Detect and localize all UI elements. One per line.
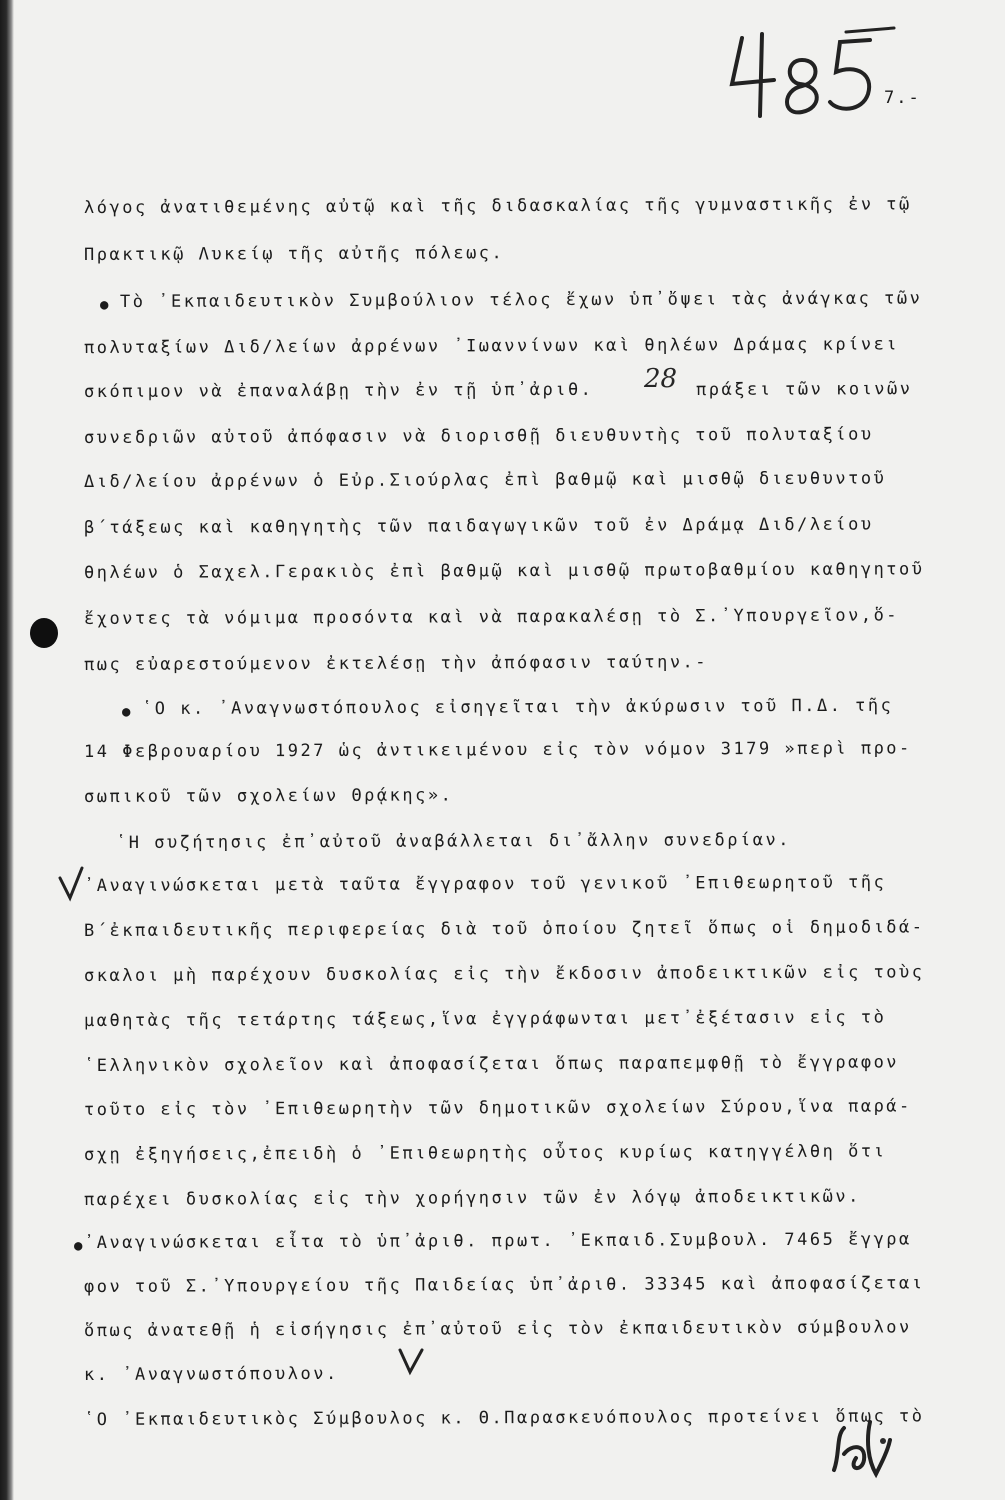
text-line-26: ὅπως ἀνατεθῇ ἡ εἰσήγησις ἐπ᾿αὐτοῦ εἰς τὸν ἐκπαιδευτικὸν σύμβουλον — [83, 1317, 912, 1341]
text-line-5b: πράξει τῶν κοινῶν — [695, 379, 913, 400]
text-line-15: ῾Η συζήτησις ἐπ᾿αὐτοῦ ἀναβάλλεται δι᾿ἄλλην συνεδρίαν. — [115, 830, 791, 853]
checkmark-icon — [396, 1346, 426, 1376]
text-line-5a: σκόπιμον νὰ ἐπαναλάβῃ τὴν ἐν τῇ ὑπ᾿ἀριθ. — [83, 379, 594, 402]
text-line-12: ῾Ο κ. ᾿Αναγνωστόπουλος εἰσηγεῖται τὴν ἀκύρωσιν τοῦ Π.Δ. τῆς — [141, 695, 894, 719]
text-line-14: σωπικοῦ τῶν σχολείων Θρᾴκης». — [83, 785, 454, 807]
text-line-27: κ. ᾿Αναγνωστόπουλον. — [83, 1363, 339, 1385]
text-line-22: σχῃ ἐξηγήσεις,ἐπειδὴ ὁ ᾿Επιθεωρητὴς οὗτος κυρίως κατηγγέλθη ὅτι — [83, 1141, 887, 1165]
text-line-8: β΄τάξεως καὶ καθηγητὴς τῶν παιδαγωγικῶν τοῦ ἐν Δράμᾳ Διδ/λείου — [83, 514, 874, 538]
text-line-13: 14 Φεβρουαρίου 1927 ὡς ἀντικειμένου εἰς τὸν νόμον 3179 »περὶ προ- — [83, 738, 912, 762]
handwritten-initials — [826, 1414, 896, 1484]
checkmark-icon — [56, 864, 86, 904]
text-line-2: Πρακτικῷ Λυκείῳ τῆς αὐτῆς πόλεως. — [83, 243, 505, 265]
text-line-9: θηλέων ὁ Σαχελ.Γερακιὸς ἐπὶ βαθμῷ καὶ μισθῷ πρωτοβαθμίου καθηγητοῦ — [83, 559, 925, 583]
text-line-23: παρέχει δυσκολίας εἰς τὴν χορήγησιν τῶν ἐν λόγῳ ἀποδεικτικῶν. — [83, 1186, 861, 1210]
text-line-11: πως εὐαρεστούμενον ἐκτελέσῃ τὴν ἀπόφασιν ταύτην.- — [83, 652, 709, 675]
text-line-24: ᾿Αναγινώσκεται εἶτα τὸ ὑπ᾿ἀριθ. πρωτ. ᾿Εκπαιδ.Συμβουλ. 7465 ἔγγρα — [83, 1229, 912, 1253]
text-line-6: συνεδριῶν αὐτοῦ ἀπόφασιν νὰ διορισθῇ διευθυντὴς τοῦ πολυταξίου — [83, 424, 874, 448]
margin-bullet: ● — [74, 1238, 83, 1254]
text-line-21: τοῦτο εἰς τὸν ᾿Επιθεωρητὴν τῶν δημοτικῶν σχολείων Σύρου,ἵνα παρά- — [83, 1096, 912, 1120]
text-line-4: πολυταξίων Διδ/λείων ἀρρένων ᾿Ιωαννίνων καὶ θηλέων Δράμας κρίνει — [83, 334, 900, 358]
text-line-18: σκαλοι μὴ παρέχουν δυσκολίας εἰς τὴν ἔκδοσιν ἀποδεικτικῶν εἰς τοὺς — [83, 962, 925, 986]
margin-bullet: ● — [122, 704, 131, 720]
text-line-25: φον τοῦ Σ.᾿Υπουργείου τῆς Παιδείας ὑπ᾿ἀριθ. 33345 καὶ ἀποφασίζεται — [83, 1273, 925, 1297]
punch-hole — [30, 618, 58, 648]
scan-binding-edge — [0, 0, 14, 1500]
typed-page-number-label: 7.- — [884, 88, 921, 108]
text-line-1: λόγος ἀνατιθεμένης αὐτῷ καὶ τῆς διδασκαλίας τῆς γυμναστικῆς ἐν τῷ — [83, 194, 912, 218]
text-line-7: Διδ/λείου ἀρρένων ὁ Εὐρ.Σιούρλας ἐπὶ βαθμῷ καὶ μισθῷ διευθυντοῦ — [83, 468, 887, 492]
text-line-17: Β΄ἐκπαιδευτικῆς περιφερείας διὰ τοῦ ὁποίου ζητεῖ ὅπως οἱ δημοδιδά- — [83, 917, 925, 941]
margin-bullet: ● — [100, 297, 109, 313]
text-line-28: ῾Ο ᾿Εκπαιδευτικὸς Σύμβουλος κ. Θ.Παρασκευόπουλος προτείνει ὅπως τὸ — [83, 1406, 925, 1430]
ink-dot — [880, 1438, 886, 1444]
text-line-3: Τὸ ᾿Εκπαιδευτικὸν Συμβούλιον τέλος ἔχων ὑπ᾿ὄψει τὰς ἀνάγκας τῶν — [119, 288, 923, 312]
handwritten-page-number — [728, 20, 898, 120]
text-line-10: ἔχοντες τὰ νόμιμα προσόντα καὶ νὰ παρακαλέσῃ τὸ Σ.᾿Υπουργεῖον,ὅ- — [83, 605, 900, 629]
handwritten-number-insert: 28 — [644, 364, 678, 394]
text-line-20: ῾Ελληνικὸν σχολεῖον καὶ ἀποφασίζεται ὅπως παραπεμφθῇ τὸ ἔγγραφον — [83, 1052, 900, 1076]
text-line-19: μαθητὰς τῆς τετάρτης τάξεως,ἵνα ἐγγράφωνται μετ᾿ἐξέτασιν εἰς τὸ — [83, 1007, 887, 1031]
text-line-16: ᾿Αναγινώσκεται μετὰ ταῦτα ἔγγραφον τοῦ γενικοῦ ᾿Επιθεωρητοῦ τῆς — [83, 872, 887, 896]
